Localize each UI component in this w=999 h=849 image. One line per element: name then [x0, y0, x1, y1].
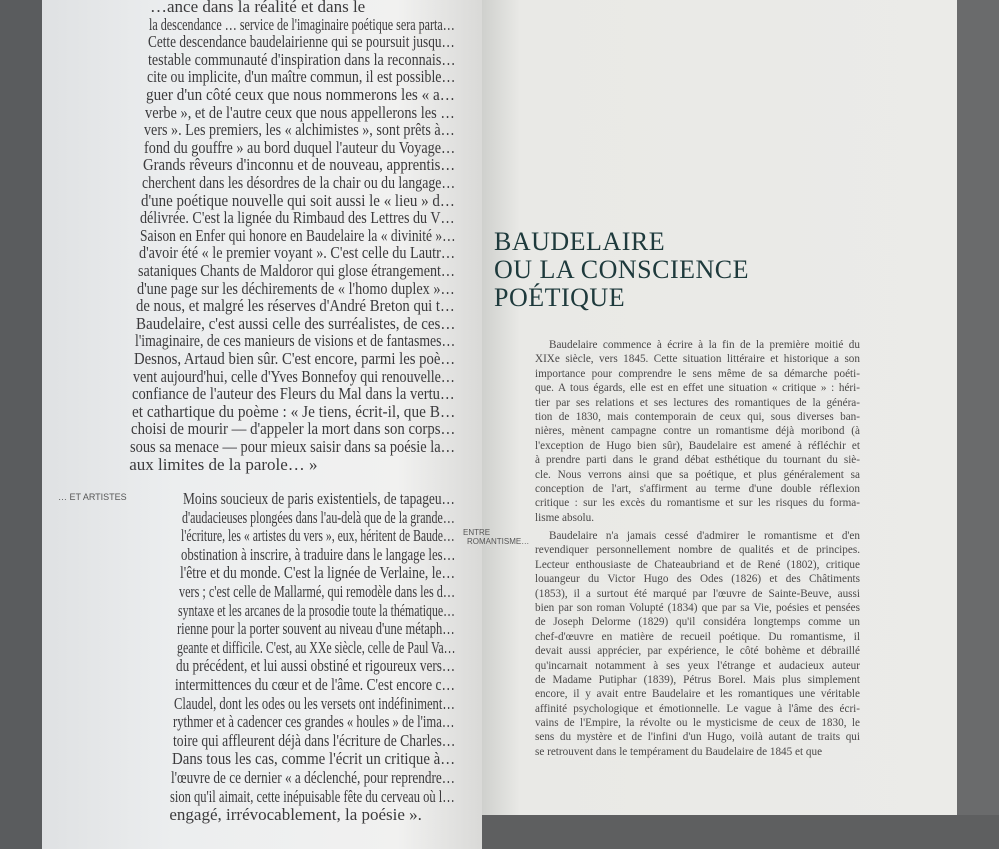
text-line: Baudelaire n'a jamais cessé d'admirer le romantisme et d'en	[549, 530, 860, 542]
text-line: chef-d'œuvre en matière de recueil poétique. Du romantisme, il	[535, 630, 860, 643]
text-line: sataniques Chants de Maldoror qui glose étrangement…	[138, 261, 456, 280]
text-line: guer d'un côté ceux que nous nommerons les « a…	[146, 85, 455, 104]
text-line: aux limites de la parole… »	[129, 454, 318, 474]
text-line: affinité psychologique et émotionnelle. Le vague à l'âme des écri-	[535, 702, 860, 715]
text-line: de nous, et malgré les réserves d'André Breton qui t…	[136, 296, 456, 316]
margin-note-entre-romantisme	[463, 528, 529, 546]
text-line: bien par son roman Volupté (1834) que par sa Vie, poésies et pensées	[535, 601, 860, 614]
text-line: revendiquer personnellement nombre de qualités et de principes.	[535, 544, 860, 557]
text-line: testable communauté d'inspiration dans la reconnais…	[147, 49, 456, 69]
text-line: …ance dans la réalité et dans le	[150, 0, 366, 16]
text-line: Saison en Enfer qui honore en Baudelaire la « divinité »…	[139, 225, 456, 245]
text-line: l'écriture, les « artistes du vers », eux, héritent de Baude…	[181, 526, 456, 546]
text-line: l'exception de Hugo bien sûr), Baudelaire est amené à réfléchir et	[535, 439, 860, 452]
text-line: XIXe siècle, vers 1845. Cette situation littéraire et historique a son	[535, 353, 860, 366]
chapter-title	[494, 228, 749, 312]
text-line: l'œuvre de ce dernier « a déclenché, pour reprendre…	[171, 768, 456, 787]
text-line: vent aujourd'hui, celle d'Yves Bonnefoy qui renouvelle…	[133, 366, 456, 386]
text-line: tier par ses relations et ses lectures des romantiques de la généra-	[535, 396, 860, 409]
text-line: Cette descendance baudelairienne qui se poursuit jusqu…	[148, 32, 456, 52]
text-line: qu'incarnait notamment à ses yeux l'étrange et audacieux auteur	[535, 659, 860, 672]
text-line: lisme absolu.	[535, 511, 595, 524]
text-line: Desnos, Artaud bien sûr. C'est encore, parmi les poè…	[134, 349, 456, 368]
text-line: de Joseph Delorme (1829) qu'il considéra longtemps comme un	[535, 616, 860, 629]
margin-note-line: ROMANTISME…	[467, 537, 530, 546]
title-line: POÉTIQUE	[494, 283, 626, 312]
title-line: BAUDELAIRE	[494, 227, 666, 256]
text-line: critique : sur les excès du romantisme et sur les risques du forma-	[535, 497, 860, 510]
text-line: vains de l'Empire, la révolte ou le mysticisme de ceux de 1830, le	[535, 717, 860, 730]
text-line: d'une page sur les déchirements de « l'homo duplex »…	[137, 278, 455, 298]
text-line: Claudel, dont les odes ou les versets ont indéfiniment…	[174, 693, 456, 713]
text-line: nières, mènent campagne contre un romantisme déjà moribond (à	[535, 425, 860, 438]
text-line: du précédent, et lui aussi obstiné et rigoureux vers…	[175, 656, 455, 676]
text-line: confiance de l'auteur des Fleurs du Mal dans la vertu…	[132, 384, 455, 404]
text-line: sion qu'il aimait, cette inépuisable fête du cerveau où l…	[170, 786, 455, 806]
text-line: vers ». Les premiers, les « alchimistes », sont prêts à…	[144, 120, 456, 140]
text-line: syntaxe et les arcanes de la prosodie toute la thématique…	[178, 600, 456, 620]
text-line: cherchent dans les désordres de la chair ou du langage…	[142, 173, 456, 192]
text-line: (1853), il a surtout été marqué par l'œuvre de Sainte-Beuve, aussi	[535, 587, 860, 600]
text-line: Baudelaire commence à écrire à la fin de la première moitié du	[549, 339, 860, 351]
right-paragraph-1	[535, 338, 860, 525]
text-line: sens du mystère et de l'infini d'un Hugo, voilà autant de traits qui	[535, 731, 860, 744]
text-line: rythmer et à cadencer ces grandes « houles » de l'ima…	[173, 712, 455, 732]
text-line: d'audacieuses plongées dans l'au-delà que de la grande…	[182, 507, 455, 527]
text-line: la descendance … service de l'imaginaire poétique sera parta…	[149, 14, 455, 34]
title-line: OU LA CONSCIENCE	[494, 255, 750, 284]
text-line: d'une poétique nouvelle qui soit aussi le « lieu » d…	[141, 190, 456, 210]
text-line: l'imaginaire, de ces manieurs de visions et de fantasmes…	[134, 331, 456, 351]
page-edges	[957, 0, 999, 849]
text-line: cle. Nous verrons ainsi que sa poétique, et plus généralement sa	[535, 468, 860, 481]
text-line: Grands rêveurs d'inconnu et de nouveau, apprentis…	[142, 155, 455, 175]
text-line: conception de l'art, s'affirment au terme d'une double réflexion	[535, 482, 860, 495]
text-line: importance pour comprendre le sens même de sa démarche poéti-	[535, 367, 860, 380]
text-line: obstination à inscrire, à traduire dans le langage les…	[180, 544, 456, 564]
margin-note-line: ENTRE	[463, 528, 491, 537]
text-line: toire qui affleurent déjà dans l'écriture de Charles…	[172, 730, 455, 750]
text-line: Lecteur enthousiaste de Chateaubriand et de René (1802), critique	[535, 558, 860, 571]
text-line: rienne pour la porter souvent au niveau d'une métaph…	[177, 619, 456, 639]
text-line: sous sa menace — pour mieux saisir dans sa poésie la…	[130, 437, 456, 456]
text-line: Dans tous les cas, comme l'écrit un critique à…	[171, 749, 455, 769]
text-line: engagé, irrévocablement, la poésie ».	[169, 805, 422, 825]
text-line: se retrouvent dans le tempérament du Baudelaire de 1845 et que	[535, 745, 823, 758]
text-line: que. A tous égards, elle est en effet une situation « critique » : héri-	[535, 382, 860, 395]
right-paragraph-2	[535, 529, 860, 759]
text-line: devait aussi apprécier, par expérience, le côté bohème et débraillé	[535, 645, 860, 658]
text-line: geante et difficile. C'est, au XXe siècle, celle de Paul Va…	[176, 637, 456, 657]
text-line: verbe », et de l'autre ceux que nous appellerons les …	[145, 102, 455, 122]
text-line: et cathartique du poème : « Je tiens, écrit-il, que B…	[131, 401, 455, 421]
text-line: à prendre parti dans le grand débat esthétique du tournant du siè-	[535, 454, 860, 467]
text-line: intermittences du cœur et de l'âme. C'est encore c…	[175, 675, 455, 694]
text-line: Moins soucieux de paris existentiels, de tapageu…	[183, 489, 455, 508]
text-line: cite ou implicite, d'un maître commun, il est possible…	[146, 67, 456, 87]
text-line: fond du gouffre » au bord duquel l'auteur du Voyage…	[143, 137, 455, 157]
text-line: encore, il y avait entre Baudelaire et les romantiques une véritable	[535, 688, 860, 701]
table-surface	[482, 815, 999, 849]
text-line: délivrée. C'est la lignée du Rimbaud des Lettres du V…	[140, 208, 455, 228]
text-line: Baudelaire, c'est aussi celle des surréalistes, de ces…	[135, 313, 456, 333]
text-line: choisi de mourir — d'appeler la mort dans son corps…	[130, 419, 456, 439]
text-line: louangeur du Victor Hugo des Odes (1826) et des Châtiments	[535, 573, 860, 586]
text-line: vers ; c'est celle de Mallarmé, qui remodèle dans les d…	[179, 582, 456, 601]
text-line: tion de 1830, mais contemporain de ceux qui, sous diverses ban-	[535, 410, 860, 423]
text-line: de Madame Putiphar (1839), Pétrus Borel. Mais plus simplement	[535, 673, 860, 686]
margin-note-et-artistes: … ET ARTISTES	[58, 492, 127, 502]
text-line: l'être et du monde. C'est la lignée de Verlaine, le…	[179, 563, 455, 583]
text-line: d'avoir été « le premier voyant ». C'est celle du Lautr…	[138, 243, 455, 263]
